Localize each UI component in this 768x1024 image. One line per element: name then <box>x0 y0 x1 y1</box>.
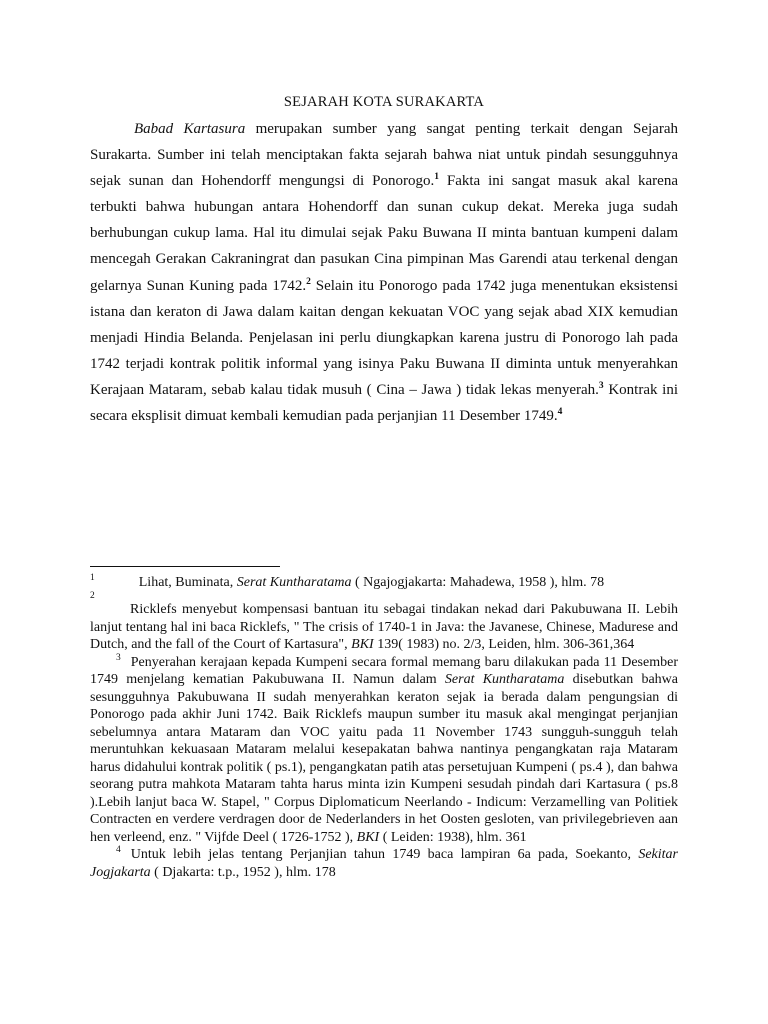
italic-source-title: Babad Kartasura <box>134 121 246 137</box>
footnote-1 <box>90 574 678 592</box>
footnote-text: Untuk lebih jelas tentang Perjanjian tahun 1749 baca lampiran 6a pada, Soekanto, <box>130 847 639 862</box>
footnote-ref-3[interactable]: 3 <box>598 380 604 391</box>
paragraph-text-1: merupakan sumber yang sangat penting terkait dengan Sejarah Surakarta. Sumber ini telah menciptakan fakta sejarah bahwa niat untuk pindah sesungguhnya sejak sunan dan Hohendorff mengungsi di Ponorogo. <box>90 121 678 190</box>
footnote-italic-title: Sekitar Jogjakarta <box>90 847 678 880</box>
footnote-number: 3 <box>116 652 121 663</box>
paragraph-text-2: Fakta ini sangat masuk akal karena terbukti bahwa hubungan antara Hohendorff dan sunan cukup dekat. Mereka juga sudah berhubungan cukup lama. Hal itu dimulai sejak Paku Buwana II minta bantuan kumpeni dalam mencegah Gerakan Cakraningrat dan pasukan Cina pimpinan Mas Garendi atau terkenal dengan gelarnya Sunan Kuning pada 1742. <box>90 173 678 294</box>
footnote-text: Penyerahan kerajaan kepada Kumpeni secara formal memang baru dilakukan pada 11 Desember 1749 menjelang kematian Pakubuwana II. Namun dalam <box>90 654 678 687</box>
footnote-text: Ricklefs menyebut kompensasi bantuan itu sebagai tindakan nekad dari Pakubuwana II. Lebih lanjut tentang hal ini baca Ricklefs, " The crisis of 1740-1 in Java: the Javanese, Chinese, Madurese and Dutch, and the fall of the Court of Kartasura", <box>90 602 678 652</box>
footnote-text: ( Leiden: 1938), hlm. 361 <box>379 829 527 845</box>
footnote-text: 139( 1983) no. 2/3, Leiden, hlm. 306-361,364 <box>373 637 635 652</box>
footnote-number: 1 <box>90 573 95 584</box>
footnote-italic-title: BKI <box>351 637 374 652</box>
main-paragraph <box>90 116 678 429</box>
paragraph-text-4: Kontrak ini secara eksplisit dimuat kembali kemudian pada perjanjian 11 Desember 1749. <box>90 381 678 425</box>
page-title: SEJARAH KOTA SURAKARTA <box>283 94 485 110</box>
footnote-italic-title: BKI <box>356 829 380 845</box>
footnote-text: disebutkan bahwa sesungguhnya Pakubuwana II sudah menyerahkan keraton sejak ia berada dalam pengungsian di Ponorogo pada akhir Juni 1742. Baik Ricklefs maupun sumber itu masuk akal mengingat perjanjian sebelumnya antara Mataram dan VOC yaitu pada 11 November 1743 sungguh-sungguh telah meruntuhkan kekuasaan Mataram melalui kesepakatan bahwa nantinya pengangkatan raja Mataram harus didahului kontrak politik ( ps.1), pengangkatan patih atas persetujuan Kumpeni ( ps.4 ), dan bahwa seorang putra mahkota Mataram tahta harus minta izin Kumpeni sesudah pindah dari Kartasura ( ps.8 ).Lebih lanjut baca W. Stapel, " Corpus Diplomaticum Neerlando - Indicum: Verzamelling van Politiek Contracten en verdere verdragen door de Nederlanders in het Oosten gesloten, van privilegebrieven aan hen verleend, enz. " Vijfde Deel ( 1726-1752 ), <box>90 672 678 845</box>
footnote-2: $^2$ Ricklefs menyebut kompensasi bantuan itu sebagai tindakan nekad dari Pakubuwana II. Lebih lanjut tentang hal ini baca Ricklefs, " The crisis of 1740-1 in Java: the Javanese, Chinese, Madurese and Dutch, and the fall of the Court of Kartasura", BKI 139( 1983) no. 2/3, Leiden, hlm. 306-361,364 <box>90 590 678 652</box>
footnote-body <box>90 601 678 654</box>
footnote-ref-4[interactable]: 4 <box>557 407 563 418</box>
footnote-text: ( Ngajogjakarta: Mahadewa, 1958 ), hlm. 78 <box>351 575 605 590</box>
footnote-ref-2[interactable]: 2 <box>306 276 311 287</box>
footnote-text: Lihat, Buminata, <box>138 575 237 590</box>
footnote-italic-title: Serat Kuntharatama <box>236 575 352 590</box>
footnote-separator <box>90 566 280 567</box>
footnote-4 <box>90 846 678 881</box>
footnote-text: ( Djakarta: t.p., 1952 ), hlm. 178 <box>150 864 336 880</box>
footnote-number: 4 <box>116 845 121 856</box>
footnote-ref-1[interactable]: 1 <box>434 172 439 183</box>
footnote-3 <box>90 654 678 847</box>
paragraph-text-3: Selain itu Ponorogo pada 1742 juga menentukan eksistensi istana dan keraton di Jawa dalam kaitan dengan kekuatan VOC yang sejak abad XIX kemudian menjadi Hindia Belanda. Penjelasan ini perlu diungkapkan karena justru di Ponorogo lah pada 1742 terjadi kontrak politik informal yang isinya Paku Buwana II diminta untuk menyerahkan Kerajaan Mataram, sebab kalau tidak musuh ( Cina – Jawa ) tidak lekas menyerah. <box>90 277 679 398</box>
footnotes-section <box>90 574 678 881</box>
footnote-italic-title: Serat Kuntharatama <box>444 672 565 687</box>
